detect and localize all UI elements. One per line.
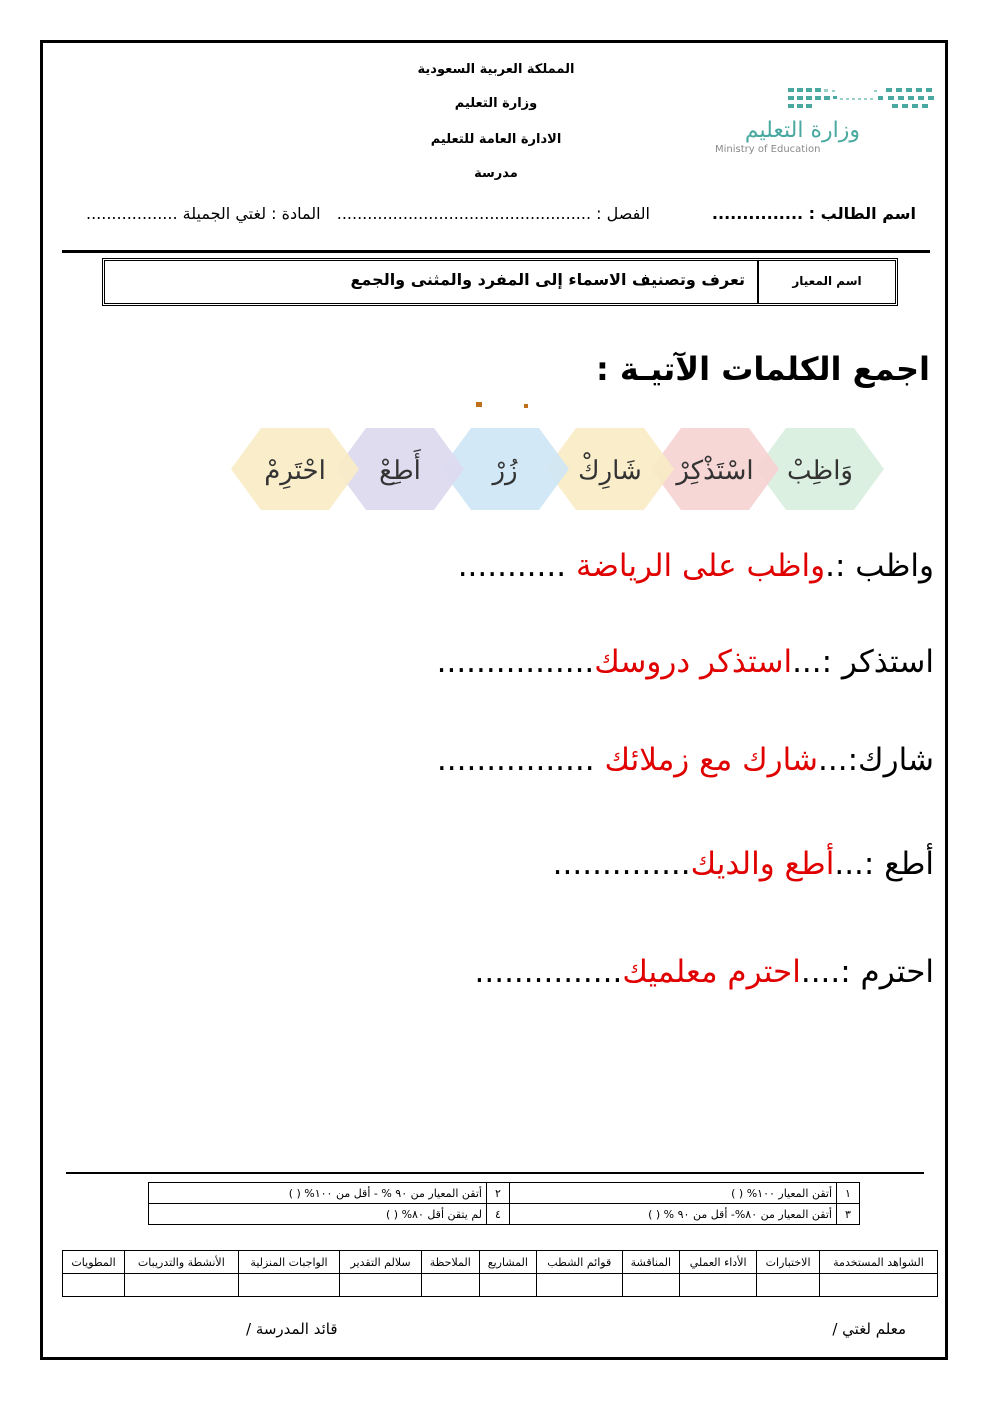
evidence-header: المشاريع xyxy=(479,1251,536,1274)
answer-text: أطع والديك xyxy=(690,846,835,882)
mastery-number: ٢ xyxy=(487,1183,510,1204)
evidence-header: المناقشة xyxy=(622,1251,679,1274)
ministry-title: وزارة التعليم xyxy=(454,96,538,111)
page-frame xyxy=(40,40,948,1360)
decor-dot xyxy=(476,402,482,407)
base-word: واظب :. xyxy=(825,548,934,584)
answer-dots: ................ xyxy=(436,742,605,778)
standard-box xyxy=(102,258,898,306)
table-row xyxy=(63,1274,938,1297)
kingdom-title: المملكة العربية السعودية xyxy=(417,62,575,77)
principal-signature: قائد المدرسة / xyxy=(246,1320,338,1338)
evidence-header: الاختبارات xyxy=(757,1251,820,1274)
answer-text: استذكر دروسك xyxy=(594,644,793,680)
footer-divider xyxy=(66,1172,924,1174)
answer-text: واظب على الرياضة xyxy=(575,548,826,584)
evidence-header: الواجبات المنزلية xyxy=(238,1251,340,1274)
base-word: استذكر :... xyxy=(792,644,934,680)
answer-text: احترم معلميك xyxy=(622,954,801,990)
student-name-field: اسم الطالب : ............... xyxy=(711,204,916,223)
instruction-heading: اجمع الكلمات الآتيـة : xyxy=(595,350,930,388)
school-title: مدرسة xyxy=(474,166,518,181)
directorate-title: الادارة العامة للتعليم xyxy=(430,132,562,147)
standard-label: اسم المعيار xyxy=(757,261,895,303)
evidence-cell xyxy=(63,1274,125,1297)
evidence-cell xyxy=(421,1274,479,1297)
evidence-header: الأداء العملي xyxy=(680,1251,757,1274)
mastery-level: أتقن المعيار من ٩٠ % - أقل من ١٠٠% ( ) xyxy=(149,1183,487,1204)
class-field: الفصل : .................................................. xyxy=(336,204,650,223)
base-word: أطع :... xyxy=(834,846,934,882)
header-divider xyxy=(62,250,930,253)
word-label: زُرْ xyxy=(492,456,518,486)
standard-title: تعرف وتصنيف الاسماء إلى المفرد والمثنى والجمع xyxy=(350,270,745,289)
base-word: شارك:... xyxy=(818,742,934,778)
answer-line xyxy=(437,644,934,680)
evidence-cell xyxy=(819,1274,937,1297)
mastery-number: ٤ xyxy=(487,1204,510,1225)
evidence-cell xyxy=(238,1274,340,1297)
mastery-level: أتقن المعيار من ٨٠%- أقل من ٩٠ % ( ) xyxy=(510,1204,837,1225)
table-row xyxy=(63,1251,938,1274)
logo-arabic-text: وزارة التعليم xyxy=(744,118,860,143)
evidence-cell xyxy=(536,1274,622,1297)
mastery-number: ٣ xyxy=(837,1204,860,1225)
base-word: احترم :.... xyxy=(800,954,934,990)
evidence-cell xyxy=(680,1274,757,1297)
word-hexagons xyxy=(214,428,884,510)
word-label: وَاظِبْ xyxy=(786,456,854,486)
evidence-cell xyxy=(757,1274,820,1297)
ministry-logo xyxy=(710,82,940,160)
answer-line xyxy=(553,846,934,882)
evidence-cell xyxy=(125,1274,239,1297)
answer-dots: ........... xyxy=(457,548,576,584)
logo-dots-icon xyxy=(788,86,938,114)
evidence-header: الأنشطة والتدريبات xyxy=(125,1251,239,1274)
word-label: شَارِكْ xyxy=(578,456,642,486)
evidence-table xyxy=(62,1250,938,1297)
evidence-header: الشواهد المستخدمة xyxy=(819,1251,937,1274)
evidence-cell xyxy=(622,1274,679,1297)
table-row xyxy=(149,1183,860,1204)
table-row xyxy=(149,1204,860,1225)
answer-dots: .............. xyxy=(552,846,691,882)
evidence-header: المطويات xyxy=(63,1251,125,1274)
mastery-number: ١ xyxy=(837,1183,860,1204)
subject-field: المادة : لغتي الجميلة .................. xyxy=(86,204,321,223)
answer-text: شارك مع زملائك xyxy=(604,742,819,778)
answer-dots: ............... xyxy=(474,954,623,990)
evidence-header: الملاحظة xyxy=(421,1251,479,1274)
word-label: احْتَرِمْ xyxy=(264,456,326,486)
answer-line xyxy=(475,954,934,990)
evidence-cell xyxy=(479,1274,536,1297)
evidence-header: قوائم الشطب xyxy=(536,1251,622,1274)
word-label: اسْتَذْكِرْ xyxy=(676,456,754,486)
logo-english-text: Ministry of Education xyxy=(715,144,821,155)
evidence-cell xyxy=(340,1274,421,1297)
answer-line xyxy=(458,548,934,584)
answer-line xyxy=(437,742,934,778)
mastery-level: لم يتقن أقل ٨٠% ( ) xyxy=(149,1204,487,1225)
word-label: أَطِعْ xyxy=(379,456,421,486)
answer-dots: ................ xyxy=(436,644,595,680)
mastery-level: أتقن المعيار ١٠٠% ( ) xyxy=(510,1183,837,1204)
mastery-table xyxy=(148,1182,860,1225)
evidence-header: سلالم التقدير xyxy=(340,1251,421,1274)
decor-dot xyxy=(524,404,528,408)
teacher-signature: معلم لغتي / xyxy=(832,1320,906,1338)
